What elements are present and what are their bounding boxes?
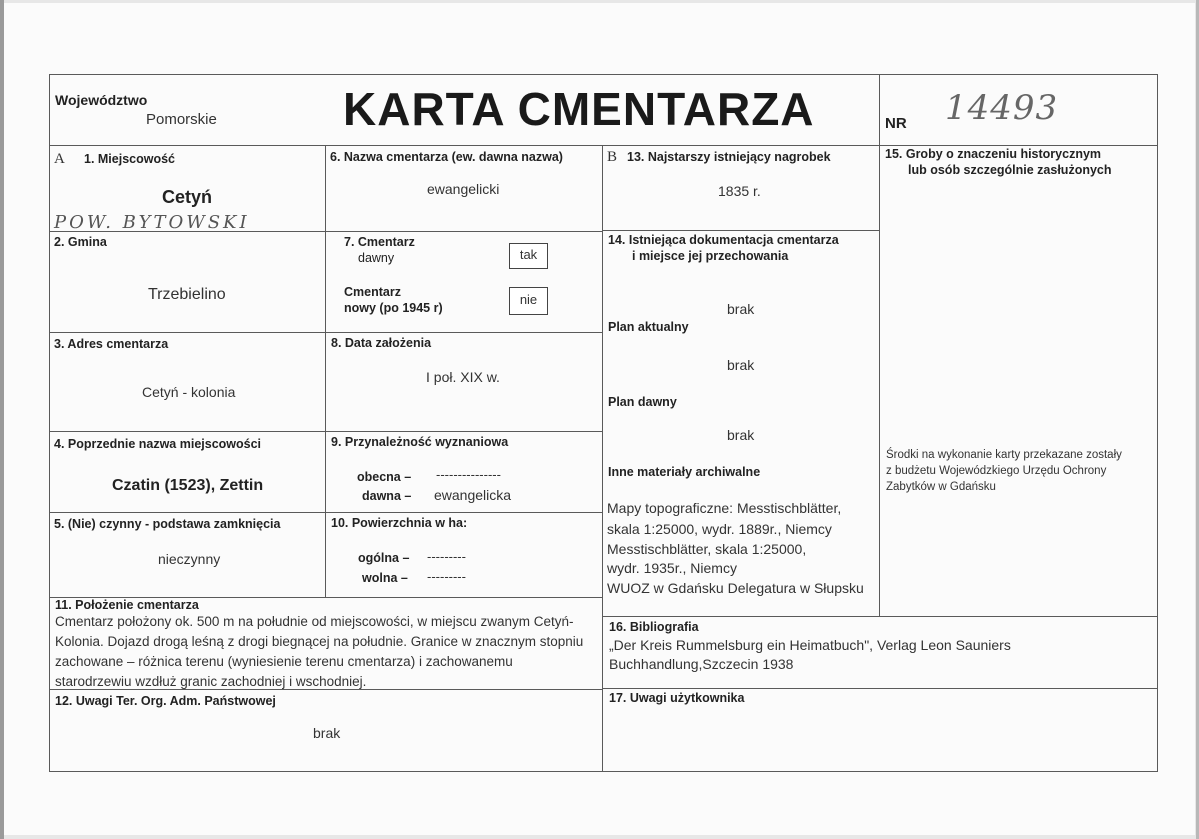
f10-label: 10. Powierzchnia w ha:	[331, 516, 468, 530]
nr-label: NR	[885, 115, 907, 132]
f9-current-value: ---------------	[436, 467, 501, 482]
f11-line-1: Cmentarz położony ok. 500 m na południe od miejscowości, w miejscu zwanym Cetyń-	[55, 614, 574, 629]
f1-label: 1. Miejscowość	[84, 152, 176, 166]
f5-label: 5. (Nie) czynny - podstawa zamknięcia	[54, 517, 281, 531]
f15-funding-line-1: Środki na wykonanie karty przekazane zostały	[886, 449, 1122, 461]
row-line-b1	[602, 230, 879, 231]
row-line-3	[49, 431, 603, 432]
f11-line-4: starodrzewiu wzdłuż granic zachodniej i wschodniej.	[55, 674, 367, 689]
voivodeship-value: Pomorskie	[146, 111, 217, 128]
f3-value: Cetyń - kolonia	[142, 384, 236, 400]
f14-plan-current-label: Plan aktualny	[608, 320, 689, 334]
f6-value: ewangelicki	[427, 181, 500, 197]
f14-plan-current-value: brak	[727, 357, 755, 373]
section-b-mark: B	[607, 149, 618, 165]
f15-funding-line-2: z budżetu Wojewódzkiego Urzędu Ochrony	[886, 465, 1107, 477]
f7-old-label: dawny	[358, 251, 395, 265]
card-title: KARTA CMENTARZA	[343, 83, 815, 135]
f15-label-1: 15. Groby o znaczeniu historycznym	[885, 147, 1102, 161]
row-line-2	[49, 332, 603, 333]
f14-other-label: Inne materiały archiwalne	[608, 465, 761, 479]
row-line-b3	[602, 688, 1158, 689]
f15-funding-line-3: Zabytków w Gdańsku	[886, 481, 996, 493]
f8-value: I poł. XIX w.	[426, 369, 500, 385]
f10-forest-label: wolna –	[362, 571, 408, 585]
f8-label: 8. Data założenia	[331, 336, 432, 350]
nr-value-handwritten: 14493	[945, 88, 1059, 128]
row-line-b2	[602, 616, 1158, 617]
f2-label: 2. Gmina	[54, 235, 107, 249]
f17-label: 17. Uwagi użytkownika	[609, 691, 745, 705]
f12-value: brak	[313, 725, 341, 741]
voivodeship-label: Województwo	[55, 92, 148, 108]
f14-plan-old-label: Plan dawny	[608, 395, 677, 409]
f7-new-label-2: nowy (po 1945 r)	[344, 301, 443, 315]
f7-new-checkbox[interactable]: nie	[509, 287, 548, 315]
f3-label: 3. Adres cmentarza	[54, 337, 169, 351]
row-line-4	[49, 512, 603, 513]
f11-line-3: zachowane – różnica terenu (wyniesienie terenu cmentarza) i zachowanemu	[55, 654, 513, 669]
frame-right	[1157, 74, 1158, 772]
f10-forest-value: ---------	[427, 569, 466, 584]
f14-label-2: i miejsce jej przechowania	[632, 249, 789, 263]
frame-top	[49, 74, 1158, 75]
f14-other-line-5: WUOZ w Gdańsku Delegatura w Słupsku	[607, 580, 864, 596]
f10-total-value: ---------	[427, 549, 466, 564]
f11-line-2: Kolonia. Dojazd drogą leśną z drogi biegnącej na południe. Granice w znacznym stopniu	[55, 634, 584, 649]
f14-value: brak	[727, 301, 755, 317]
header-divider	[49, 145, 1158, 146]
f14-other-line-1: Mapy topograficzne: Messtischblätter,	[607, 500, 842, 516]
f13-value: 1835 r.	[718, 183, 761, 199]
f4-value: Czatin (1523), Zettin	[112, 477, 264, 494]
f7-label: 7. Cmentarz	[344, 235, 415, 249]
f1-handwritten: POW. BYTOWSKI	[54, 212, 250, 233]
f13-label: 13. Najstarszy istniejący nagrobek	[627, 150, 831, 164]
f11-label: 11. Położenie cmentarza	[55, 598, 199, 612]
f14-plan-old-value: brak	[727, 427, 755, 443]
f2-value: Trzebielino	[148, 286, 226, 303]
f14-other-line-4: wydr. 1935r., Niemcy	[607, 560, 737, 576]
f14-other-line-2: skala 1:25000, wydr. 1889r., Niemcy	[607, 521, 832, 537]
f4-label: 4. Poprzednie nazwa miejscowości	[54, 437, 262, 451]
col-right-divider	[879, 74, 880, 616]
f7-new-label-1: Cmentarz	[344, 285, 401, 299]
f9-former-value: ewangelicka	[434, 487, 512, 503]
f15-label-2: lub osób szczególnie zasłużonych	[908, 163, 1112, 177]
frame-bottom	[49, 771, 1158, 772]
f12-label: 12. Uwagi Ter. Org. Adm. Państwowej	[55, 694, 276, 708]
f1-value: Cetyń	[162, 187, 213, 207]
f14-other-line-3: Messtischblätter, skala 1:25000,	[607, 541, 807, 557]
f14-label-1: 14. Istniejąca dokumentacja cmentarza	[608, 233, 839, 247]
f9-former-label: dawna –	[362, 489, 412, 503]
f9-label: 9. Przynależność wyznaniowa	[331, 435, 509, 449]
section-a-mark: A	[54, 151, 65, 167]
col-divider-1	[325, 145, 326, 598]
frame-left	[49, 74, 50, 772]
f16-line-2: Buchhandlung,Szczecin 1938	[609, 656, 794, 672]
f16-label: 16. Bibliografia	[609, 620, 699, 634]
f5-value: nieczynny	[158, 551, 221, 567]
col-divider-2	[602, 145, 603, 772]
f6-label: 6. Nazwa cmentarza (ew. dawna nazwa)	[330, 150, 563, 164]
f7-old-checkbox[interactable]: tak	[509, 243, 548, 269]
f9-current-label: obecna –	[357, 470, 412, 484]
f10-total-label: ogólna –	[358, 551, 410, 565]
f16-line-1: „Der Kreis Rummelsburg ein Heimatbuch", Verlag Leon Sauniers	[609, 637, 1011, 653]
